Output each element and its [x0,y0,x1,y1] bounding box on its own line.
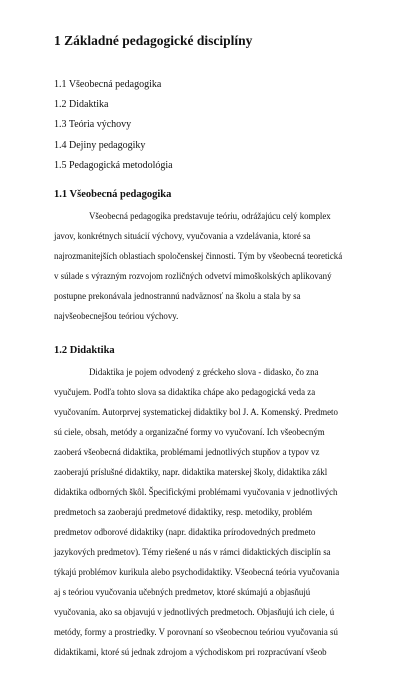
paragraph-line: postupne prekonávala jednostrannú nadväznosť na školu a stala by sa [54,291,301,301]
paragraph-line: zaoberajú príslušné didaktiky, napr. didaktika materskej školy, didaktika zákl [54,467,328,477]
toc-item: 1.2 Didaktika [54,99,109,111]
paragraph-line: Didaktika je pojem odvodený z gréckeho slova - didasko, čo zna [89,367,319,377]
toc-item: 1.4 Dejiny pedagogiky [54,139,146,151]
paragraph-line: vyučujem. Podľa tohto slova sa didaktika chápe ako pedagogická veda za [54,387,316,397]
paragraph-line: jazykových predmetov). Témy riešené u nás v rámci didaktických disciplín sa [54,547,331,557]
paragraph-line: metódy, formy a prostriedky. V porovnaní so všeobecnou teóriou vyučovania sú [54,627,338,637]
paragraph-line: sú ciele, obsah, metódy a organizačné formy vo vyučovaní. Ich všeobecným [54,427,325,437]
paragraph-line: didaktika odborných škôl. Špecifickými problémami vyučovania v jednotlivých [54,487,338,497]
paragraph-line: Všeobecná pedagogika predstavuje teóriu, odrážajúcu celý komplex [89,211,331,221]
paragraph-line: v súlade s výrazným rozvojom rozličných odvetví mimoškolských aplikovaný [54,271,332,281]
section-heading: 1.2 Didaktika [54,345,115,356]
paragraph-line: zaoberá všeobecná didaktika, problémami jednotlivých stupňov a typov vz [54,447,320,457]
paragraph-line: najvšeobecnejšou teóriou výchovy. [54,311,179,321]
paragraph-line: predmetoch sa zaoberajú predmetové didaktiky, resp. metodiky, problém [54,507,313,517]
paragraph-line: najrozmanitejších oblastiach spoločenskej činnosti. Tým by všeobecná teoretická [54,251,343,261]
chapter-title: 1 Základné pedagogické disciplíny [54,33,253,48]
paragraph-line: vyučovania, ako sa objavujú v jednotlivých predmetoch. Objasňujú ich ciele, ú [54,607,335,617]
paragraph-line: javov, konkrétnych situácií výchovy, vyučovania a vzdelávania, ktoré sa [54,231,311,241]
toc-item: 1.3 Teória výchovy [54,119,132,131]
paragraph-line: vyučovaním. Autorprvej systematickej didaktiky bol J. A. Komenský. Predmeto [54,407,338,417]
paragraph-line: didaktikami, ktoré sú jednak zdrojom a východiskom pri rozpracúvaní všeob [54,647,327,657]
toc-item: 1.5 Pedagogická metodológia [54,159,173,171]
toc-item: 1.1 Všeobecná pedagogika [54,79,162,90]
paragraph-line: týkajú problémov kurikula alebo psychodidaktiky. Všeobecná teória vyučovania [54,567,340,577]
section-heading: 1.1 Všeobecná pedagogika [54,189,172,200]
paragraph-line: predmetov odborové didaktiky (napr. didaktika prírodovedných predmeto [54,527,316,537]
paragraph-line: aj s teóriou vyučovania učebných predmetov, ktoré skúmajú a objasňujú [54,587,311,597]
table-of-contents [54,75,173,176]
